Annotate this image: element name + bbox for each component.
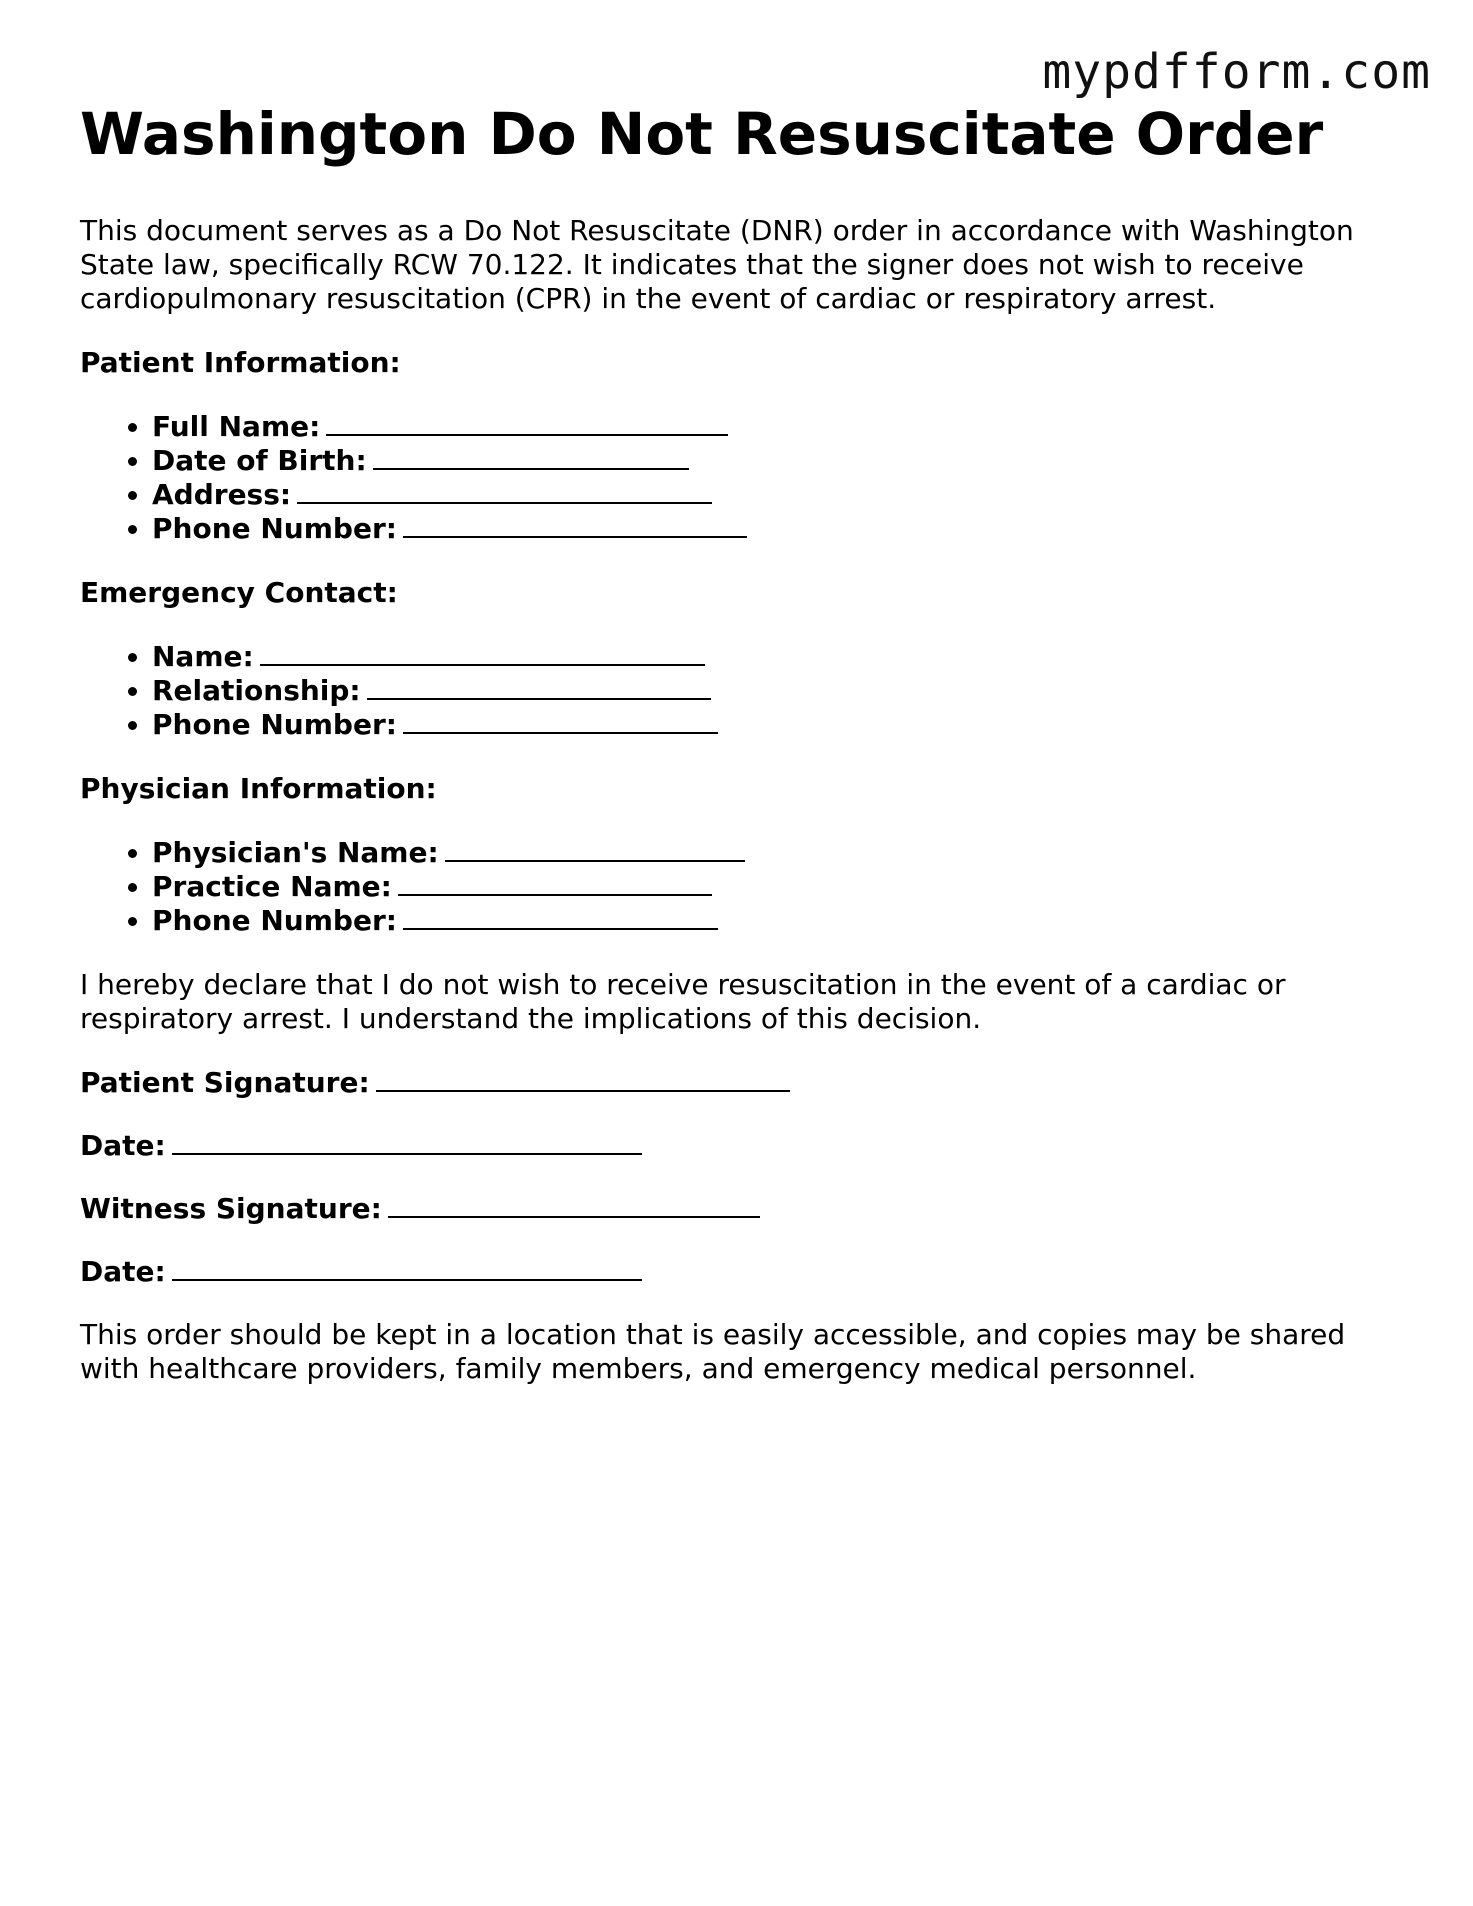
- patient-signature-row: Patient Signature:: [80, 1066, 1400, 1100]
- physician-info-list: [80, 836, 1400, 938]
- patient-full-name-item: • Full Name:: [152, 410, 1400, 444]
- witness-date-field[interactable]: [172, 1255, 642, 1281]
- watermark: mypdfform.com: [1042, 44, 1431, 100]
- full-name-field[interactable]: [326, 410, 728, 436]
- physician-name-field[interactable]: [445, 836, 745, 862]
- date-row-1: Date:: [80, 1129, 1400, 1163]
- practice-name-item: • Practice Name:: [152, 870, 1400, 904]
- physician-info-heading: Physician Information:: [80, 771, 437, 805]
- emergency-contact-list: [80, 640, 1400, 742]
- emergency-name-item: • Name:: [152, 640, 1400, 674]
- physician-phone-field[interactable]: [403, 904, 718, 930]
- relationship-field[interactable]: [367, 674, 711, 700]
- address-field[interactable]: [297, 478, 712, 504]
- witness-signature-row: Witness Signature:: [80, 1192, 1400, 1226]
- emergency-phone-item: • Phone Number:: [152, 708, 1400, 742]
- footer-paragraph: This order should be kept in a location that is easily accessible, and copies may be shared with healthcare providers, family members, and emergency medical personnel.: [80, 1317, 1346, 1385]
- emergency-contact-heading: Emergency Contact:: [80, 575, 398, 609]
- physician-phone-item: • Phone Number:: [152, 904, 1400, 938]
- emergency-phone-field[interactable]: [403, 708, 718, 734]
- date-of-birth-field[interactable]: [373, 444, 689, 470]
- page-title: Washington Do Not Resuscitate Order: [80, 100, 1324, 168]
- patient-address-item: • Address:: [152, 478, 1400, 512]
- intro-paragraph: This document serves as a Do Not Resuscitate (DNR) order in accordance with Washington State law, specifically RCW 70.122. It indicates that the signer does not wish to receive cardiopulmonary resuscitation (CPR) in the event of cardiac or respiratory arrest.: [80, 213, 1354, 315]
- patient-phone-field[interactable]: [403, 512, 747, 538]
- witness-signature-field[interactable]: [388, 1192, 760, 1218]
- document-page: [80, 100, 1400, 1386]
- physician-name-item: • Physician's Name:: [152, 836, 1400, 870]
- practice-name-field[interactable]: [398, 870, 712, 896]
- patient-info-heading: Patient Information:: [80, 345, 401, 379]
- emergency-name-field[interactable]: [260, 640, 705, 666]
- patient-info-list: [80, 410, 1400, 546]
- patient-date-field[interactable]: [172, 1129, 642, 1155]
- emergency-relationship-item: • Relationship:: [152, 674, 1400, 708]
- date-row-2: Date:: [80, 1255, 1400, 1289]
- patient-dob-item: • Date of Birth:: [152, 444, 1400, 478]
- patient-signature-field[interactable]: [376, 1066, 790, 1092]
- declaration-paragraph: I hereby declare that I do not wish to receive resuscitation in the event of a cardiac or respiratory arrest. I understand the implications of this decision.: [80, 967, 1286, 1035]
- patient-phone-item: • Phone Number:: [152, 512, 1400, 546]
